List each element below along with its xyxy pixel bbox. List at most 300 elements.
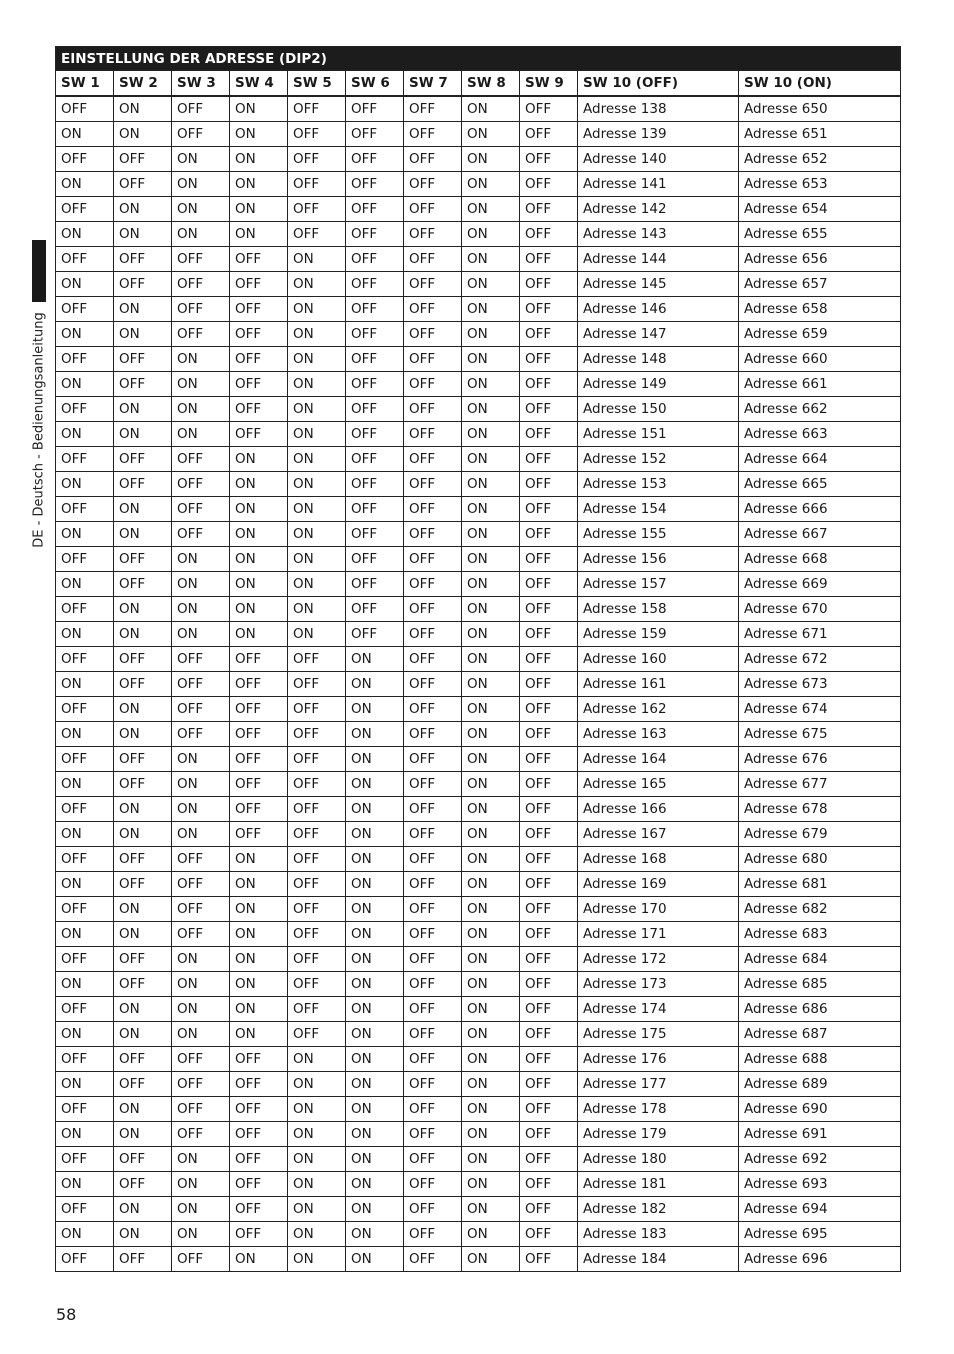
switch-state-cell: ON bbox=[288, 447, 346, 472]
column-header-sw4: SW 4 bbox=[230, 71, 288, 97]
switch-state-cell: OFF bbox=[520, 397, 578, 422]
address-off-cell: Adresse 184 bbox=[578, 1247, 739, 1272]
switch-state-cell: OFF bbox=[520, 522, 578, 547]
switch-state-cell: ON bbox=[172, 397, 230, 422]
switch-state-cell: ON bbox=[230, 872, 288, 897]
switch-state-cell: OFF bbox=[114, 472, 172, 497]
switch-state-cell: ON bbox=[462, 272, 520, 297]
switch-state-cell: ON bbox=[462, 1147, 520, 1172]
switch-state-cell: OFF bbox=[172, 872, 230, 897]
switch-state-cell: OFF bbox=[172, 1122, 230, 1147]
table-row bbox=[56, 122, 901, 147]
switch-state-cell: ON bbox=[230, 96, 288, 122]
address-on-cell: Adresse 676 bbox=[739, 747, 901, 772]
address-on-cell: Adresse 661 bbox=[739, 372, 901, 397]
switch-state-cell: ON bbox=[346, 697, 404, 722]
address-off-cell: Adresse 170 bbox=[578, 897, 739, 922]
switch-state-cell: OFF bbox=[520, 172, 578, 197]
switch-state-cell: OFF bbox=[520, 847, 578, 872]
switch-state-cell: OFF bbox=[288, 122, 346, 147]
switch-state-cell: ON bbox=[288, 522, 346, 547]
switch-state-cell: ON bbox=[346, 897, 404, 922]
switch-state-cell: OFF bbox=[114, 872, 172, 897]
table-row bbox=[56, 472, 901, 497]
address-off-cell: Adresse 155 bbox=[578, 522, 739, 547]
switch-state-cell: ON bbox=[288, 497, 346, 522]
address-on-cell: Adresse 658 bbox=[739, 297, 901, 322]
table-row bbox=[56, 1172, 901, 1197]
switch-state-cell: OFF bbox=[172, 447, 230, 472]
switch-state-cell: OFF bbox=[172, 672, 230, 697]
switch-state-cell: OFF bbox=[172, 1072, 230, 1097]
switch-state-cell: OFF bbox=[520, 897, 578, 922]
table-body bbox=[56, 96, 901, 1272]
switch-state-cell: ON bbox=[346, 1072, 404, 1097]
switch-state-cell: OFF bbox=[114, 1047, 172, 1072]
switch-state-cell: OFF bbox=[404, 197, 462, 222]
column-header-sw3: SW 3 bbox=[172, 71, 230, 97]
switch-state-cell: ON bbox=[346, 872, 404, 897]
switch-state-cell: OFF bbox=[288, 672, 346, 697]
switch-state-cell: ON bbox=[230, 547, 288, 572]
table-row bbox=[56, 1047, 901, 1072]
switch-state-cell: OFF bbox=[114, 572, 172, 597]
address-on-cell: Adresse 685 bbox=[739, 972, 901, 997]
switch-state-cell: OFF bbox=[520, 1222, 578, 1247]
address-on-cell: Adresse 662 bbox=[739, 397, 901, 422]
switch-state-cell: OFF bbox=[288, 647, 346, 672]
table-row bbox=[56, 997, 901, 1022]
switch-state-cell: OFF bbox=[346, 547, 404, 572]
address-off-cell: Adresse 151 bbox=[578, 422, 739, 447]
table-row bbox=[56, 722, 901, 747]
switch-state-cell: OFF bbox=[404, 522, 462, 547]
switch-state-cell: OFF bbox=[346, 197, 404, 222]
switch-state-cell: ON bbox=[56, 1222, 114, 1247]
switch-state-cell: ON bbox=[56, 1122, 114, 1147]
switch-state-cell: ON bbox=[172, 947, 230, 972]
switch-state-cell: OFF bbox=[56, 697, 114, 722]
switch-state-cell: ON bbox=[230, 197, 288, 222]
switch-state-cell: ON bbox=[114, 697, 172, 722]
switch-state-cell: ON bbox=[172, 172, 230, 197]
address-off-cell: Adresse 181 bbox=[578, 1172, 739, 1197]
switch-state-cell: OFF bbox=[288, 922, 346, 947]
switch-state-cell: OFF bbox=[520, 972, 578, 997]
address-off-cell: Adresse 162 bbox=[578, 697, 739, 722]
switch-state-cell: ON bbox=[114, 622, 172, 647]
switch-state-cell: ON bbox=[172, 997, 230, 1022]
switch-state-cell: ON bbox=[172, 1022, 230, 1047]
switch-state-cell: ON bbox=[230, 122, 288, 147]
switch-state-cell: OFF bbox=[404, 872, 462, 897]
switch-state-cell: ON bbox=[230, 447, 288, 472]
switch-state-cell: OFF bbox=[288, 872, 346, 897]
address-off-cell: Adresse 161 bbox=[578, 672, 739, 697]
switch-state-cell: OFF bbox=[288, 747, 346, 772]
switch-state-cell: OFF bbox=[172, 472, 230, 497]
switch-state-cell: OFF bbox=[56, 397, 114, 422]
switch-state-cell: ON bbox=[230, 997, 288, 1022]
address-off-cell: Adresse 182 bbox=[578, 1197, 739, 1222]
switch-state-cell: ON bbox=[462, 547, 520, 572]
switch-state-cell: OFF bbox=[56, 597, 114, 622]
switch-state-cell: ON bbox=[230, 172, 288, 197]
switch-state-cell: ON bbox=[288, 547, 346, 572]
switch-state-cell: OFF bbox=[520, 222, 578, 247]
switch-state-cell: ON bbox=[462, 322, 520, 347]
switch-state-cell: OFF bbox=[520, 347, 578, 372]
switch-state-cell: OFF bbox=[404, 597, 462, 622]
switch-state-cell: ON bbox=[230, 1022, 288, 1047]
switch-state-cell: OFF bbox=[404, 772, 462, 797]
table-row bbox=[56, 847, 901, 872]
switch-state-cell: ON bbox=[462, 1247, 520, 1272]
switch-state-cell: ON bbox=[462, 722, 520, 747]
switch-state-cell: OFF bbox=[404, 1072, 462, 1097]
address-on-cell: Adresse 682 bbox=[739, 897, 901, 922]
switch-state-cell: ON bbox=[462, 522, 520, 547]
address-off-cell: Adresse 150 bbox=[578, 397, 739, 422]
switch-state-cell: OFF bbox=[56, 1247, 114, 1272]
switch-state-cell: OFF bbox=[346, 172, 404, 197]
address-on-cell: Adresse 673 bbox=[739, 672, 901, 697]
address-on-cell: Adresse 668 bbox=[739, 547, 901, 572]
table-row bbox=[56, 422, 901, 447]
switch-state-cell: OFF bbox=[520, 96, 578, 122]
address-on-cell: Adresse 671 bbox=[739, 622, 901, 647]
switch-state-cell: OFF bbox=[346, 572, 404, 597]
table-row bbox=[56, 1222, 901, 1247]
table-row bbox=[56, 1147, 901, 1172]
switch-state-cell: ON bbox=[346, 797, 404, 822]
switch-state-cell: OFF bbox=[346, 322, 404, 347]
switch-state-cell: ON bbox=[230, 597, 288, 622]
switch-state-cell: OFF bbox=[230, 672, 288, 697]
switch-state-cell: ON bbox=[114, 597, 172, 622]
switch-state-cell: OFF bbox=[56, 747, 114, 772]
switch-state-cell: OFF bbox=[404, 347, 462, 372]
switch-state-cell: ON bbox=[114, 1222, 172, 1247]
switch-state-cell: ON bbox=[56, 272, 114, 297]
switch-state-cell: OFF bbox=[520, 547, 578, 572]
switch-state-cell: OFF bbox=[230, 247, 288, 272]
switch-state-cell: ON bbox=[56, 572, 114, 597]
switch-state-cell: ON bbox=[230, 847, 288, 872]
table-row bbox=[56, 96, 901, 122]
address-off-cell: Adresse 147 bbox=[578, 322, 739, 347]
switch-state-cell: ON bbox=[462, 647, 520, 672]
switch-state-cell: OFF bbox=[346, 347, 404, 372]
column-header-sw6: SW 6 bbox=[346, 71, 404, 97]
switch-state-cell: ON bbox=[288, 297, 346, 322]
side-language-label: DE - Deutsch - Bedienungsanleitung bbox=[31, 312, 47, 548]
switch-state-cell: ON bbox=[462, 147, 520, 172]
address-off-cell: Adresse 145 bbox=[578, 272, 739, 297]
address-on-cell: Adresse 688 bbox=[739, 1047, 901, 1072]
address-on-cell: Adresse 692 bbox=[739, 1147, 901, 1172]
table-row bbox=[56, 947, 901, 972]
switch-state-cell: ON bbox=[114, 522, 172, 547]
address-off-cell: Adresse 160 bbox=[578, 647, 739, 672]
switch-state-cell: OFF bbox=[230, 1097, 288, 1122]
switch-state-cell: ON bbox=[462, 672, 520, 697]
address-on-cell: Adresse 653 bbox=[739, 172, 901, 197]
switch-state-cell: ON bbox=[230, 1247, 288, 1272]
address-on-cell: Adresse 683 bbox=[739, 922, 901, 947]
table-row bbox=[56, 247, 901, 272]
switch-state-cell: OFF bbox=[230, 647, 288, 672]
switch-state-cell: ON bbox=[462, 1222, 520, 1247]
switch-state-cell: OFF bbox=[346, 522, 404, 547]
switch-state-cell: OFF bbox=[172, 322, 230, 347]
table-row bbox=[56, 672, 901, 697]
switch-state-cell: OFF bbox=[56, 347, 114, 372]
switch-state-cell: OFF bbox=[114, 272, 172, 297]
address-off-cell: Adresse 139 bbox=[578, 122, 739, 147]
switch-state-cell: OFF bbox=[230, 322, 288, 347]
switch-state-cell: ON bbox=[114, 197, 172, 222]
switch-state-cell: ON bbox=[346, 647, 404, 672]
switch-state-cell: OFF bbox=[172, 1247, 230, 1272]
switch-state-cell: ON bbox=[288, 347, 346, 372]
switch-state-cell: OFF bbox=[230, 697, 288, 722]
switch-state-cell: OFF bbox=[114, 972, 172, 997]
switch-state-cell: OFF bbox=[230, 747, 288, 772]
address-off-cell: Adresse 172 bbox=[578, 947, 739, 972]
switch-state-cell: OFF bbox=[114, 147, 172, 172]
address-off-cell: Adresse 167 bbox=[578, 822, 739, 847]
switch-state-cell: ON bbox=[56, 872, 114, 897]
switch-state-cell: ON bbox=[114, 1097, 172, 1122]
address-on-cell: Adresse 694 bbox=[739, 1197, 901, 1222]
switch-state-cell: OFF bbox=[404, 422, 462, 447]
address-off-cell: Adresse 154 bbox=[578, 497, 739, 522]
switch-state-cell: OFF bbox=[56, 547, 114, 572]
table-row bbox=[56, 197, 901, 222]
switch-state-cell: ON bbox=[346, 847, 404, 872]
table-row bbox=[56, 522, 901, 547]
switch-state-cell: ON bbox=[346, 947, 404, 972]
switch-state-cell: OFF bbox=[520, 422, 578, 447]
address-on-cell: Adresse 686 bbox=[739, 997, 901, 1022]
switch-state-cell: ON bbox=[288, 422, 346, 447]
column-header-sw5: SW 5 bbox=[288, 71, 346, 97]
switch-state-cell: ON bbox=[172, 147, 230, 172]
table-row bbox=[56, 372, 901, 397]
table-row bbox=[56, 222, 901, 247]
switch-state-cell: ON bbox=[172, 547, 230, 572]
address-on-cell: Adresse 674 bbox=[739, 697, 901, 722]
switch-state-cell: ON bbox=[288, 1222, 346, 1247]
switch-state-cell: OFF bbox=[230, 422, 288, 447]
switch-state-cell: ON bbox=[114, 822, 172, 847]
switch-state-cell: ON bbox=[56, 622, 114, 647]
table-row bbox=[56, 147, 901, 172]
switch-state-cell: ON bbox=[288, 322, 346, 347]
switch-state-cell: ON bbox=[346, 922, 404, 947]
column-header-sw7: SW 7 bbox=[404, 71, 462, 97]
address-off-cell: Adresse 163 bbox=[578, 722, 739, 747]
switch-state-cell: OFF bbox=[520, 697, 578, 722]
switch-state-cell: OFF bbox=[404, 797, 462, 822]
address-off-cell: Adresse 153 bbox=[578, 472, 739, 497]
switch-state-cell: ON bbox=[462, 797, 520, 822]
switch-state-cell: ON bbox=[172, 1147, 230, 1172]
switch-state-cell: OFF bbox=[346, 422, 404, 447]
address-on-cell: Adresse 656 bbox=[739, 247, 901, 272]
switch-state-cell: ON bbox=[172, 772, 230, 797]
switch-state-cell: OFF bbox=[114, 247, 172, 272]
address-off-cell: Adresse 156 bbox=[578, 547, 739, 572]
switch-state-cell: ON bbox=[114, 397, 172, 422]
table-title: EINSTELLUNG DER ADRESSE (DIP2) bbox=[56, 47, 901, 71]
address-off-cell: Adresse 142 bbox=[578, 197, 739, 222]
switch-state-cell: OFF bbox=[230, 1072, 288, 1097]
column-header-sw9: SW 9 bbox=[520, 71, 578, 97]
table-row bbox=[56, 1097, 901, 1122]
switch-state-cell: ON bbox=[462, 1197, 520, 1222]
switch-state-cell: ON bbox=[462, 1022, 520, 1047]
switch-state-cell: ON bbox=[172, 797, 230, 822]
switch-state-cell: ON bbox=[56, 172, 114, 197]
switch-state-cell: OFF bbox=[172, 897, 230, 922]
address-on-cell: Adresse 690 bbox=[739, 1097, 901, 1122]
switch-state-cell: OFF bbox=[404, 1247, 462, 1272]
switch-state-cell: ON bbox=[172, 1222, 230, 1247]
address-off-cell: Adresse 141 bbox=[578, 172, 739, 197]
switch-state-cell: ON bbox=[288, 372, 346, 397]
address-on-cell: Adresse 650 bbox=[739, 96, 901, 122]
column-header-sw1: SW 1 bbox=[56, 71, 114, 97]
switch-state-cell: OFF bbox=[520, 147, 578, 172]
switch-state-cell: OFF bbox=[56, 1047, 114, 1072]
switch-state-cell: ON bbox=[288, 597, 346, 622]
switch-state-cell: OFF bbox=[404, 222, 462, 247]
switch-state-cell: ON bbox=[462, 747, 520, 772]
switch-state-cell: ON bbox=[56, 722, 114, 747]
switch-state-cell: OFF bbox=[56, 947, 114, 972]
switch-state-cell: ON bbox=[230, 147, 288, 172]
switch-state-cell: OFF bbox=[114, 647, 172, 672]
switch-state-cell: OFF bbox=[346, 222, 404, 247]
switch-state-cell: OFF bbox=[404, 1222, 462, 1247]
switch-state-cell: ON bbox=[346, 1097, 404, 1122]
switch-state-cell: ON bbox=[230, 572, 288, 597]
switch-state-cell: ON bbox=[462, 1097, 520, 1122]
switch-state-cell: ON bbox=[288, 272, 346, 297]
switch-state-cell: OFF bbox=[404, 1147, 462, 1172]
address-off-cell: Adresse 157 bbox=[578, 572, 739, 597]
switch-state-cell: ON bbox=[346, 722, 404, 747]
address-on-cell: Adresse 666 bbox=[739, 497, 901, 522]
table-row bbox=[56, 322, 901, 347]
dip-address-table bbox=[55, 46, 901, 1272]
switch-state-cell: OFF bbox=[230, 1197, 288, 1222]
switch-state-cell: OFF bbox=[346, 272, 404, 297]
address-off-cell: Adresse 174 bbox=[578, 997, 739, 1022]
switch-state-cell: OFF bbox=[520, 747, 578, 772]
table-row bbox=[56, 872, 901, 897]
switch-state-cell: OFF bbox=[404, 1022, 462, 1047]
switch-state-cell: ON bbox=[462, 922, 520, 947]
switch-state-cell: ON bbox=[172, 622, 230, 647]
switch-state-cell: OFF bbox=[404, 372, 462, 397]
switch-state-cell: ON bbox=[346, 822, 404, 847]
switch-state-cell: ON bbox=[346, 1197, 404, 1222]
address-off-cell: Adresse 146 bbox=[578, 297, 739, 322]
table-row bbox=[56, 1247, 901, 1272]
switch-state-cell: ON bbox=[462, 447, 520, 472]
switch-state-cell: ON bbox=[56, 772, 114, 797]
table-row bbox=[56, 647, 901, 672]
switch-state-cell: ON bbox=[462, 222, 520, 247]
switch-state-cell: ON bbox=[114, 122, 172, 147]
switch-state-cell: ON bbox=[56, 822, 114, 847]
switch-state-cell: OFF bbox=[114, 172, 172, 197]
address-off-cell: Adresse 171 bbox=[578, 922, 739, 947]
switch-state-cell: ON bbox=[230, 497, 288, 522]
switch-state-cell: OFF bbox=[56, 96, 114, 122]
address-off-cell: Adresse 177 bbox=[578, 1072, 739, 1097]
switch-state-cell: OFF bbox=[520, 822, 578, 847]
switch-state-cell: ON bbox=[462, 172, 520, 197]
switch-state-cell: ON bbox=[56, 672, 114, 697]
switch-state-cell: ON bbox=[172, 372, 230, 397]
switch-state-cell: ON bbox=[346, 1047, 404, 1072]
switch-state-cell: ON bbox=[172, 222, 230, 247]
switch-state-cell: OFF bbox=[520, 472, 578, 497]
switch-state-cell: ON bbox=[56, 522, 114, 547]
address-on-cell: Adresse 655 bbox=[739, 222, 901, 247]
switch-state-cell: OFF bbox=[56, 497, 114, 522]
switch-state-cell: ON bbox=[462, 897, 520, 922]
switch-state-cell: OFF bbox=[56, 1097, 114, 1122]
switch-state-cell: OFF bbox=[404, 447, 462, 472]
switch-state-cell: ON bbox=[114, 797, 172, 822]
switch-state-cell: OFF bbox=[114, 372, 172, 397]
switch-state-cell: ON bbox=[288, 472, 346, 497]
page-number: 58 bbox=[56, 1305, 77, 1324]
address-on-cell: Adresse 665 bbox=[739, 472, 901, 497]
switch-state-cell: ON bbox=[56, 222, 114, 247]
switch-state-cell: ON bbox=[462, 947, 520, 972]
switch-state-cell: ON bbox=[346, 1022, 404, 1047]
switch-state-cell: OFF bbox=[114, 947, 172, 972]
switch-state-cell: ON bbox=[346, 1172, 404, 1197]
address-on-cell: Adresse 672 bbox=[739, 647, 901, 672]
switch-state-cell: ON bbox=[462, 597, 520, 622]
switch-state-cell: ON bbox=[172, 347, 230, 372]
switch-state-cell: ON bbox=[462, 572, 520, 597]
switch-state-cell: OFF bbox=[520, 797, 578, 822]
switch-state-cell: OFF bbox=[404, 697, 462, 722]
address-off-cell: Adresse 179 bbox=[578, 1122, 739, 1147]
switch-state-cell: OFF bbox=[346, 497, 404, 522]
switch-state-cell: OFF bbox=[404, 497, 462, 522]
switch-state-cell: ON bbox=[346, 997, 404, 1022]
switch-state-cell: OFF bbox=[520, 322, 578, 347]
switch-state-cell: OFF bbox=[404, 997, 462, 1022]
switch-state-cell: ON bbox=[346, 747, 404, 772]
switch-state-cell: OFF bbox=[56, 997, 114, 1022]
switch-state-cell: ON bbox=[172, 572, 230, 597]
switch-state-cell: ON bbox=[462, 297, 520, 322]
switch-state-cell: ON bbox=[56, 322, 114, 347]
switch-state-cell: OFF bbox=[172, 122, 230, 147]
switch-state-cell: ON bbox=[114, 722, 172, 747]
address-off-cell: Adresse 165 bbox=[578, 772, 739, 797]
